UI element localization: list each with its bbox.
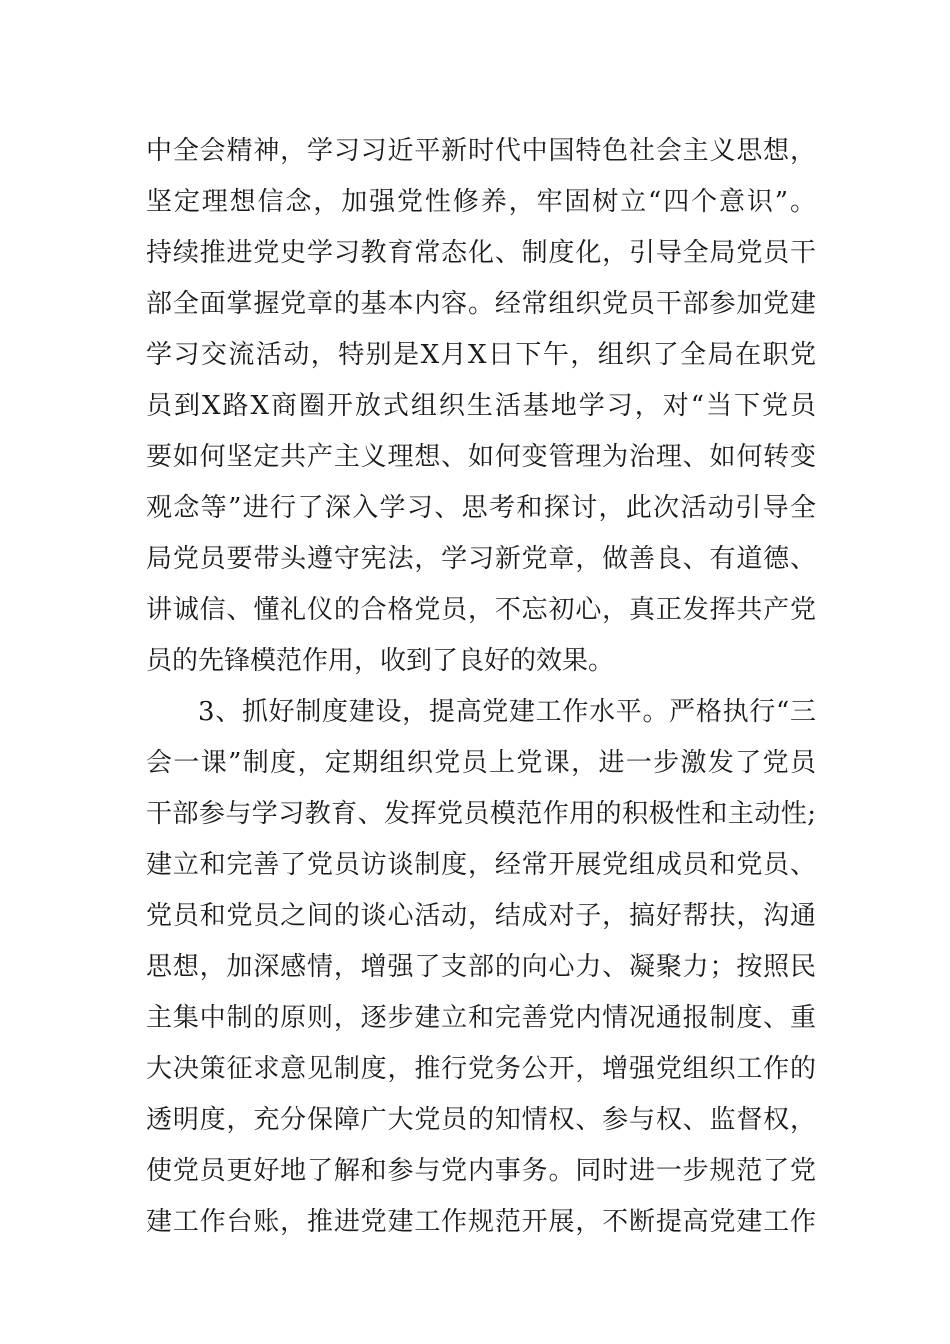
text-line: 透明度，充分保障广大党员的知情权、参与权、监督权， (146, 1105, 816, 1135)
text-line: 思想，加深感情，增强了支部的向心力、凝聚力；按照民 (146, 952, 816, 982)
text-line: 学习交流活动，特别是X月X日下午，组织了全局在职党 (146, 340, 816, 370)
section-heading-line: 3、抓好制度建设，提高党建工作水平。严格执行“三 (198, 697, 816, 727)
text-line: 干部参与学习教育、发挥党员模范作用的积极性和主动性; (146, 799, 816, 829)
text-line: 建工作台账，推进党建工作规范开展，不断提高党建工作 (146, 1207, 816, 1237)
text-line: 党员和党员之间的谈心活动，结成对子，搞好帮扶，沟通 (146, 901, 816, 931)
text-line: 要如何坚定共产主义理想、如何变管理为治理、如何转变 (146, 442, 816, 472)
text-line: 大决策征求意见制度，推行党务公开，增强党组织工作的 (146, 1054, 816, 1084)
text-line: 建立和完善了党员访谈制度，经常开展党组成员和党员、 (146, 850, 816, 880)
text-line: 主集中制的原则，逐步建立和完善党内情况通报制度、重 (146, 1003, 816, 1033)
text-line: 坚定理想信念，加强党性修养，牢固树立“四个意识”。 (146, 187, 816, 217)
text-line: 员的先锋模范作用，收到了良好的效果。 (146, 646, 615, 676)
document-body (146, 126, 816, 1248)
text-line: 观念等”进行了深入学习、思考和探讨，此次活动引导全 (146, 493, 816, 523)
text-line: 持续推进党史学习教育常态化、制度化，引导全局党员干 (146, 238, 816, 268)
text-line: 局党员要带头遵守宪法，学习新党章，做善良、有道德、 (146, 544, 816, 574)
text-line: 员到X路X商圈开放式组织生活基地学习，对“当下党员 (146, 391, 816, 421)
text-line: 讲诚信、懂礼仪的合格党员，不忘初心，真正发挥共产党 (146, 595, 816, 625)
text-line: 使党员更好地了解和参与党内事务。同时进一步规范了党 (146, 1156, 816, 1186)
text-line: 中全会精神，学习习近平新时代中国特色社会主义思想， (146, 136, 816, 166)
text-line: 会一课”制度，定期组织党员上党课，进一步激发了党员 (146, 748, 816, 778)
text-line: 部全面掌握党章的基本内容。经常组织党员干部参加党建 (146, 289, 816, 319)
